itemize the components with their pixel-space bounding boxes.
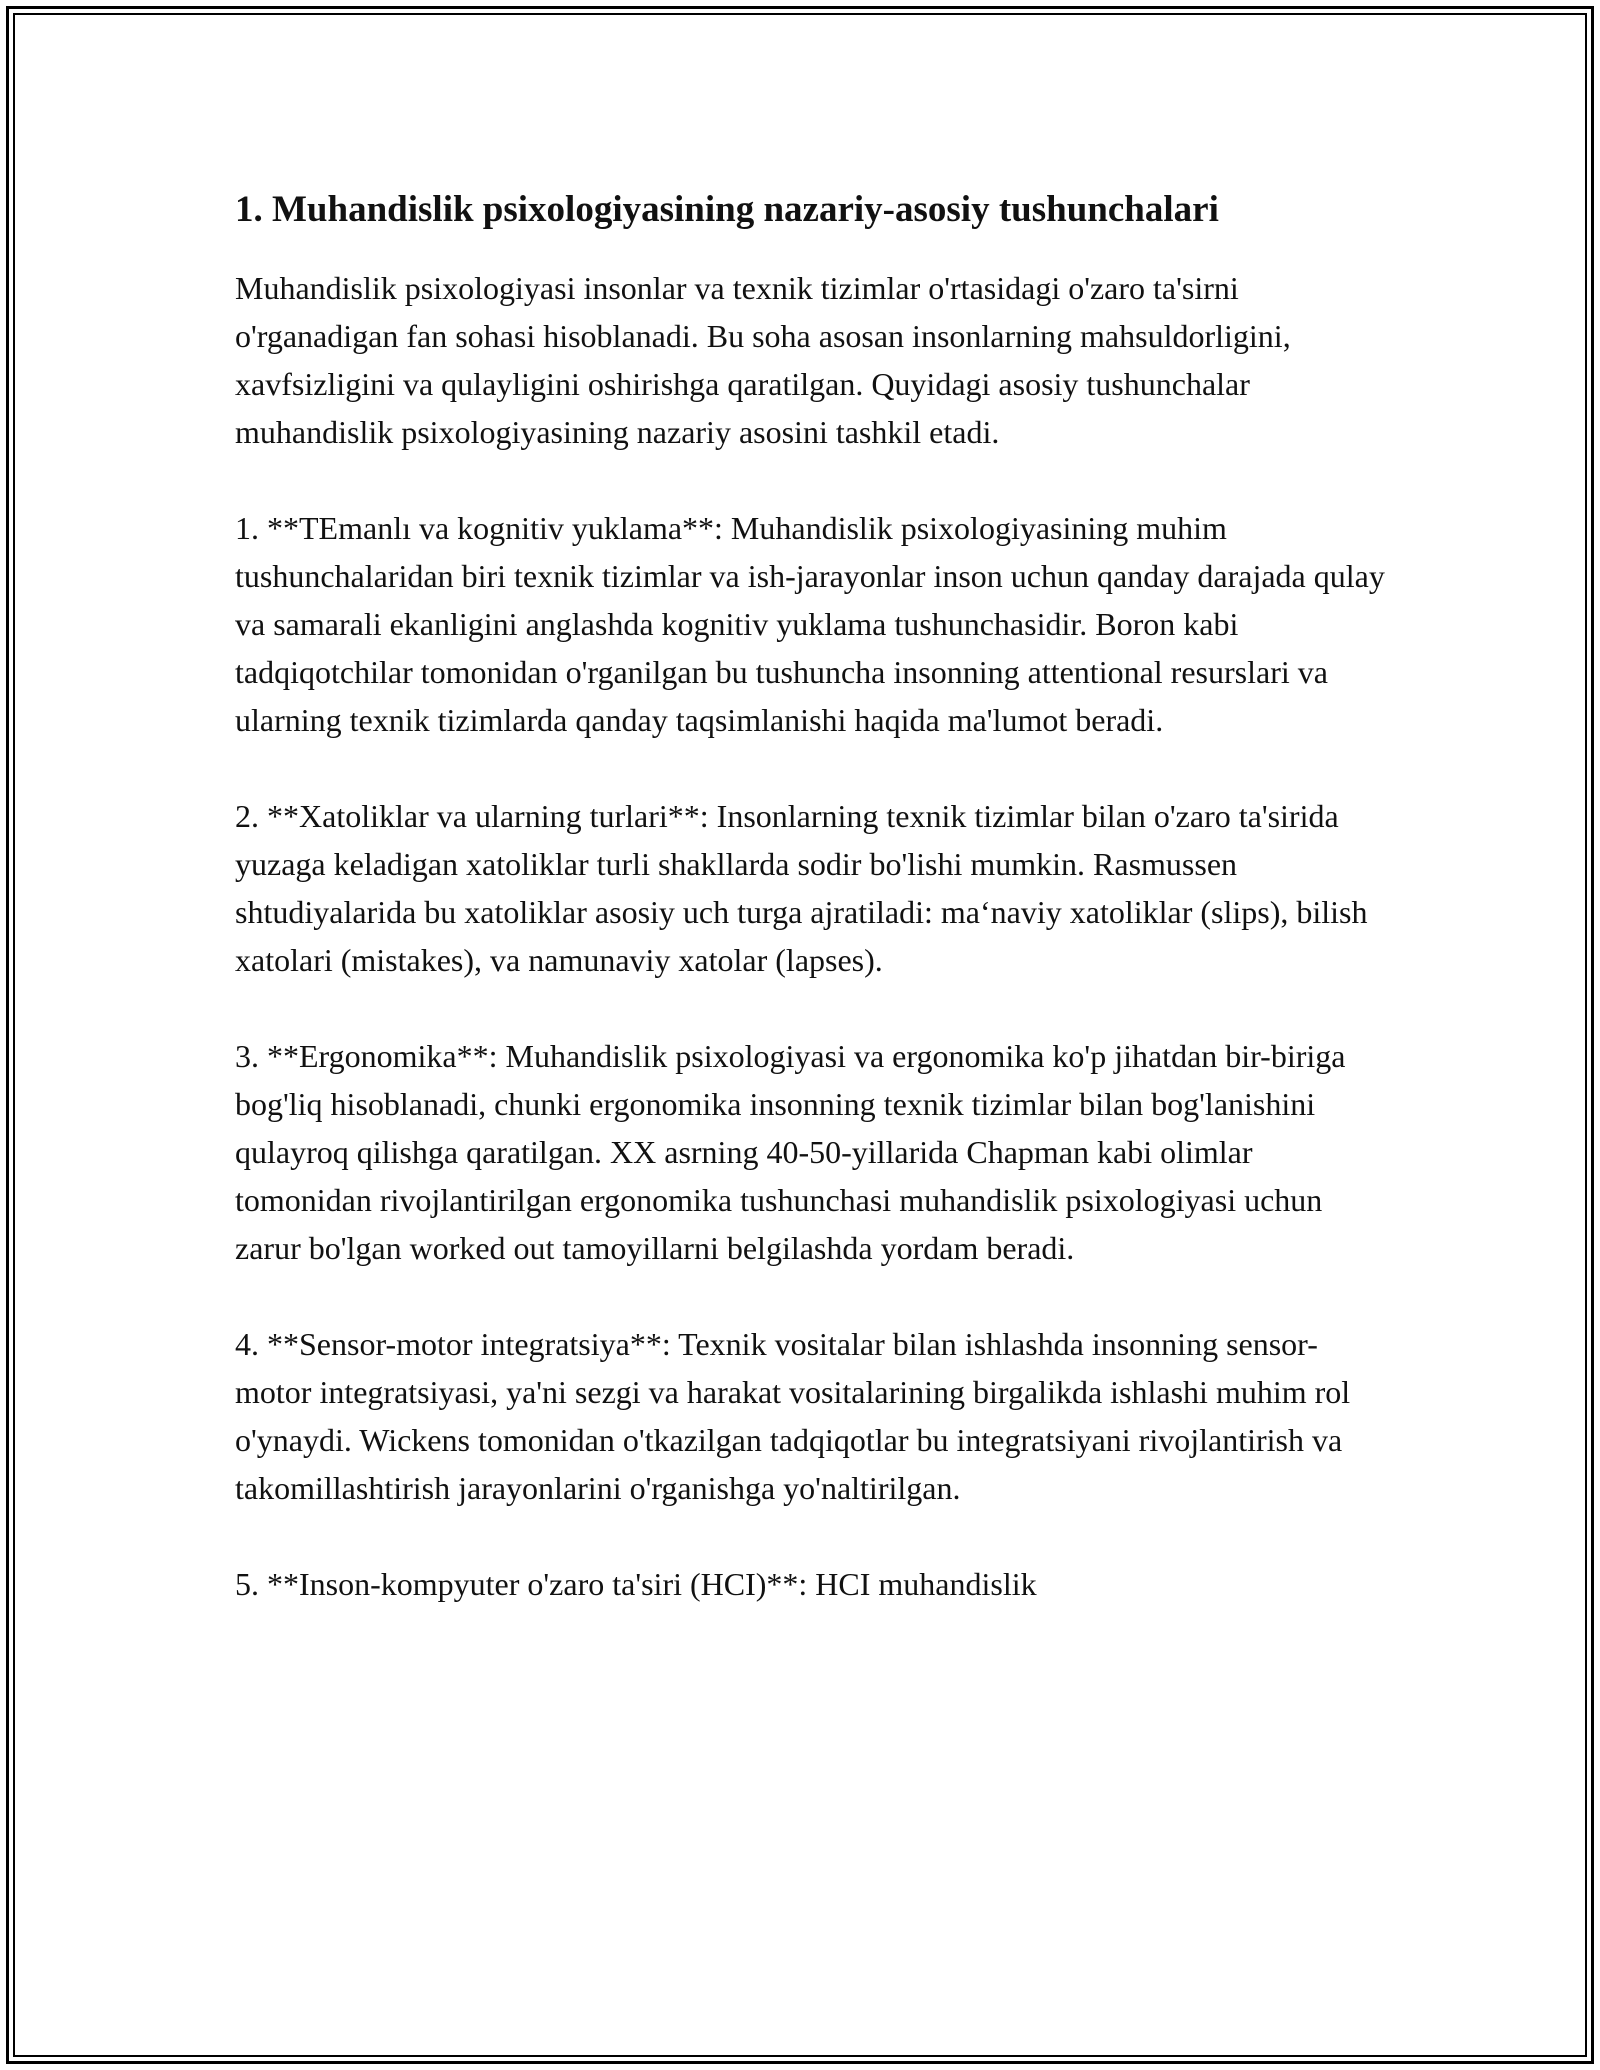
paragraph-errors: 2. **Xatoliklar va ularning turlari**: Insonlarning texnik tizimlar bilan o'zaro ta'sirida yuzaga keladigan xatoliklar turli shakllarda sodir bo'lishi mumkin. Rasmussen shtudiyalarida bu xatoliklar asosiy uch turga ajratiladi: ma‘naviy xatoliklar (slips), bilish xatolari (mistakes), va namunaviy xatolar (lapses). (235, 798, 1368, 978)
paragraph-hci: 5. **Inson-kompyuter o'zaro ta'siri (HCI)**: HCI muhandislik (235, 1566, 1037, 1602)
intro-paragraph: Muhandislik psixologiyasi insonlar va texnik tizimlar o'rtasidagi o'zaro ta'sirni o'rganadigan fan sohasi hisoblanadi. Bu soha asosan insonlarning mahsuldorligini, xavfsizligini va qulayligini oshirishga qaratilgan. Quyidagi asosiy tushunchalar muhandislik psixologiyasining nazariy asosini tashkil etadi. (235, 270, 1291, 450)
paragraph-sensor-motor: 4. **Sensor-motor integratsiya**: Texnik vositalar bilan ishlashda insonning sensor-motor integratsiyasi, ya'ni sezgi va harakat vositalarining birgalikda ishlashi muhim rol o'ynaydi. Wickens tomonidan o'tkazilgan tadqiqotlar bu integratsiyani rivojlantirish va takomillashtirish jarayonlarini o'rganishga yo'naltirilgan. (235, 1326, 1351, 1506)
paragraph-ergonomics: 3. **Ergonomika**: Muhandislik psixologiyasi va ergonomika ko'p jihatdan bir-biriga bog'liq hisoblanadi, chunki ergonomika insonning texnik tizimlar bilan bog'lanishini qulayroq qilishga qaratilgan. XX asrning 40-50-yillarida Chapman kabi olimlar tomonidan rivojlantirilgan ergonomika tushunchasi muhandislik psixologiyasi uchun zarur bo'lgan worked out tamoyillarni belgilashda yordam beradi. (235, 1038, 1346, 1266)
paragraph-cognitive-load: 1. **TEmanlı va kognitiv yuklama**: Muhandislik psixologiyasining muhim tushunchalaridan biri texnik tizimlar va ish-jarayonlar inson uchun qanday darajada qulay va samarali ekanligini anglashda kognitiv yuklama tushunchasidir. Boron kabi tadqiqotchilar tomonidan o'rganilgan bu tushuncha insonning attentional resurslari va ularning texnik tizimlarda qanday taqsimlanishi haqida ma'lumot beradi. (235, 510, 1385, 738)
document-title: 1. Muhandislik psixologiyasining nazariy-asosiy tushunchalari (235, 189, 1219, 230)
document-body (235, 186, 1385, 1608)
